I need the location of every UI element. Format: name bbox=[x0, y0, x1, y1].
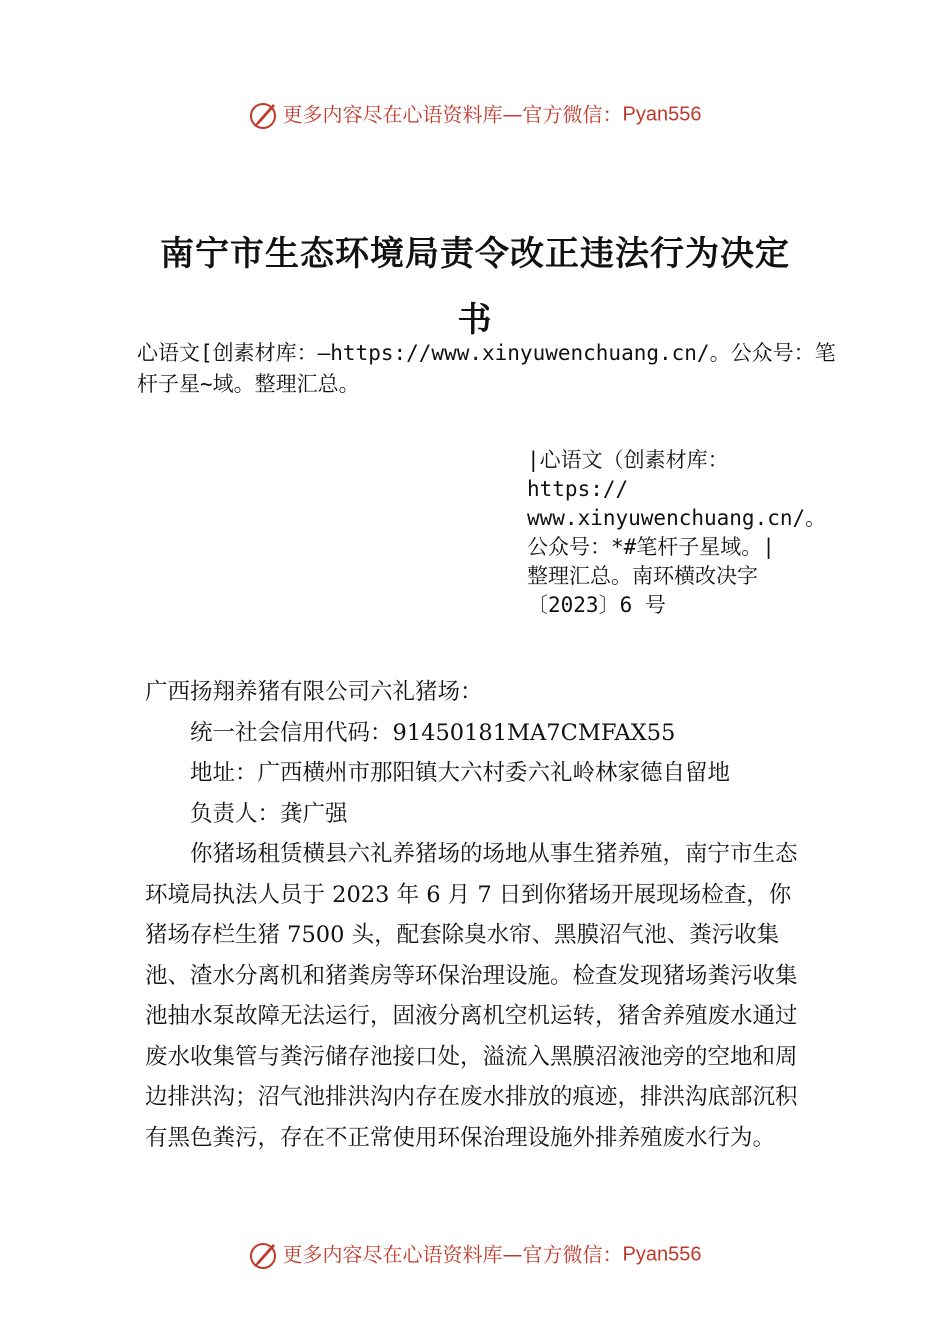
footer-watermark bbox=[0, 1238, 950, 1270]
watermark-text: 更多内容尽在心语资料库—官方微信： bbox=[282, 1242, 623, 1267]
credit-code: 统一社会信用代码：91450181MA7CMFAX55 bbox=[190, 719, 676, 746]
quill-logo-icon bbox=[249, 1240, 279, 1270]
address: 地址：广西横州市那阳镇大六村委六礼岭林家德自留地 bbox=[190, 760, 731, 786]
wechat-id: Pyan556 bbox=[622, 1243, 702, 1266]
header-watermark bbox=[0, 98, 950, 130]
responsible-person: 负责人：龚广强 bbox=[190, 800, 348, 827]
wechat-id: Pyan556 bbox=[622, 103, 702, 126]
document-title-continued: 书 bbox=[457, 300, 493, 340]
quill-logo-icon bbox=[249, 100, 279, 130]
document-number-block: |心语文（创素材库： https:// www.xinyuwenchuang.cn/。 公众号：*#笔杆子星域。| 整理汇总。南环横改决字 〔2023〕6 号 bbox=[527, 448, 827, 617]
watermark-text: 更多内容尽在心语资料库—官方微信： bbox=[282, 102, 623, 127]
recipient: 广西扬翔养猪有限公司六礼猪场： bbox=[145, 679, 483, 705]
inspection-paragraph: 你猪场租赁横县六礼养猪场的场地从事生猪养殖，南宁市生态环境局执法人员于 2023 年 6 月 7 日到你猪场开展现场检查，你猪场存栏生猪 7500 头，配套除臭水帘、黑膜沼气池、粪污收集池、渣水分离机和猪粪房等环保治理设施。检查发现猪场粪污收集池抽水泵故障无法运行，固液分离机空机运转，猪舍养殖废水通过废水收集管与粪污储存池接口处，溢流入黑膜沼液池旁的空地和周边排洪沟；沼气池排洪沟内存在废水排放的痕迹，排洪沟底部沉积有黑色粪污，存在不正常使用环保治理设施外排养殖废水行为。 bbox=[145, 841, 798, 1151]
source-note: 心语文[创素材库：—https://www.xinyuwenchuang.cn/。公众号：笔杆子星~域。整理汇总。 bbox=[137, 341, 836, 396]
document-body bbox=[145, 672, 813, 1158]
document-title: 南宁市生态环境局责令改正违法行为决定 bbox=[160, 234, 790, 274]
